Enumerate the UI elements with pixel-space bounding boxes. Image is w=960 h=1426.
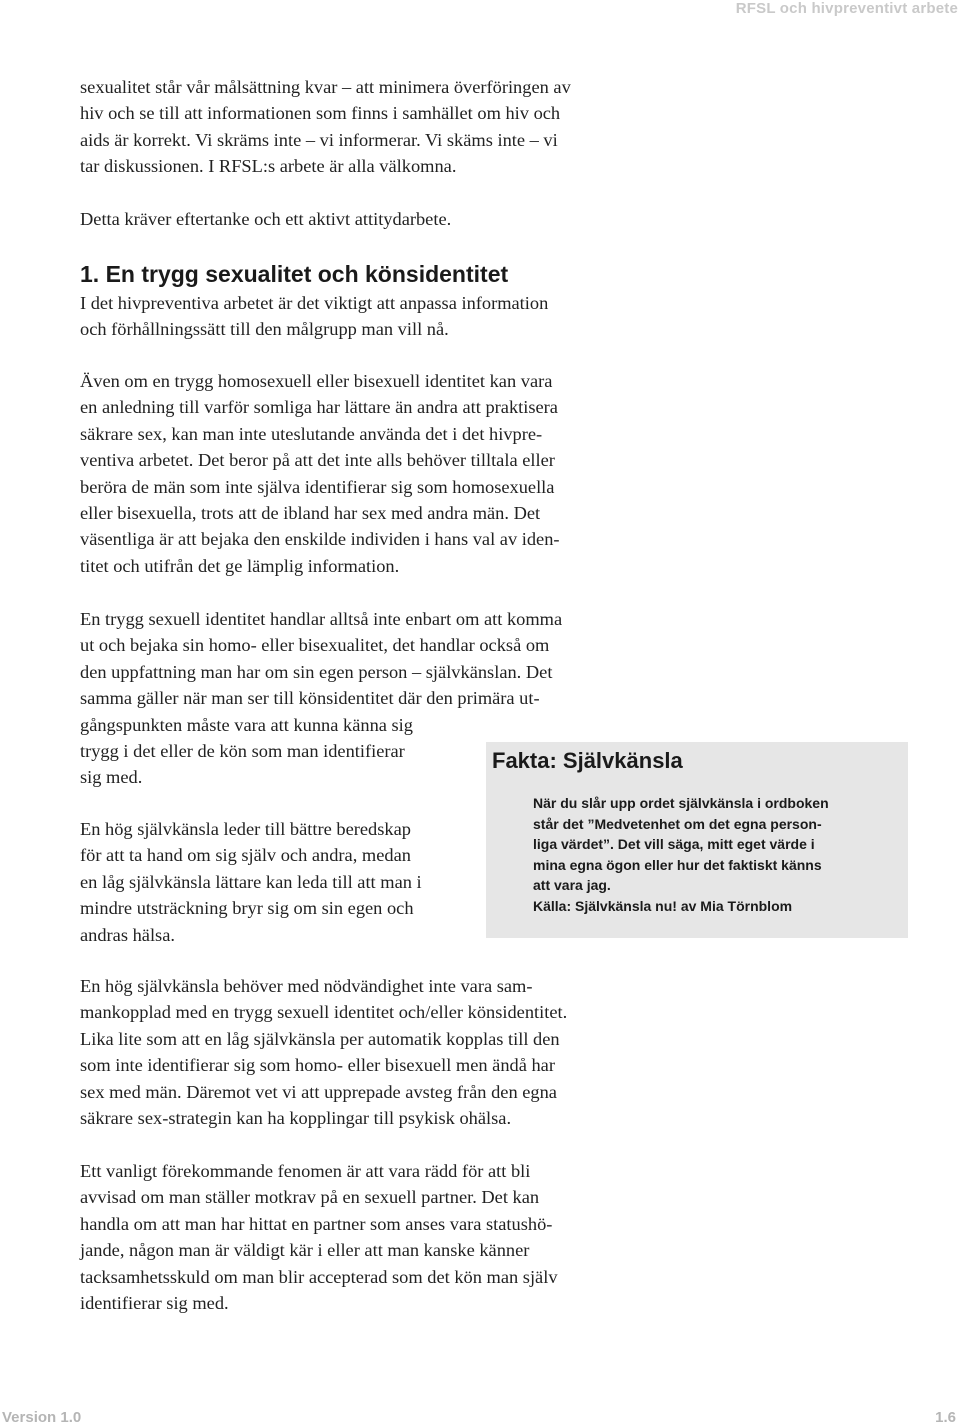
text-line: en låg självkänsla lättare kan leda till att man i [80,871,422,892]
fact-box [486,742,908,938]
text-line: beröra de män som inte själva identifierar sig som homosexuella [80,476,555,497]
fact-box-text [533,793,829,917]
body-paragraph-rejection [80,1158,558,1316]
section-heading: 1. En trygg sexualitet och könsidentitet [80,261,509,287]
text-line: säkrare sex-strategin kan ha kopplingar till psykisk ohälsa. [80,1108,512,1129]
text-line: tacksamhetsskuld om man blir accepterad som det kön man själv [80,1266,558,1287]
fact-box-title: Fakta: Självkänsla [492,748,683,773]
text-line: den uppfattning man har om sin egen person – självkänslan. Det [80,661,553,682]
text-line: väsentliga är att bejaka den enskilde individen i hans val av iden- [80,529,560,550]
text-line: mindre utsträckning bryr sig om sin egen och [80,898,414,919]
text-line: Lika lite som att en låg självkänsla per automatik kopplas till den [80,1028,560,1049]
body-paragraph-high-self-esteem [80,816,422,948]
text-line: eller bisexuella, trots att de ibland har sex med andra män. Det [80,503,541,524]
text-line: ventiva arbetet. Det beror på att det inte alls behöver tilltala eller [80,450,555,471]
text-line: En hög självkänsla leder till bättre beredskap [80,819,411,839]
text-line: Ett vanligt förekommande fenomen är att vara rädd för att bli [80,1161,531,1181]
text-line: jande, någon man är väldigt kär i eller att man kanske känner [80,1240,530,1261]
text-line: säkrare sex, kan man inte uteslutande använda det i det hivpre- [80,423,543,444]
text-line: Detta kräver eftertanke och ett aktivt attitydarbete. [80,209,452,229]
text-line: samma gäller när man ser till könsidentitet där den primära ut- [80,688,540,709]
version-label: Version 1.0 [2,1409,82,1426]
text-line: hiv och se till att informationen som finns i samhället om hiv och [80,103,561,124]
text-line: liga värdet”. Det vill säga, mitt eget värde i [533,836,815,853]
intro-closing-paragraph [80,206,451,232]
text-line: sexualitet står vår målsättning kvar – att minimera överföringen av [80,77,571,97]
text-line: sig med. [80,767,143,788]
text-line: för att ta hand om sig själv och andra, medan [80,845,411,866]
body-paragraph-connection [80,973,567,1131]
text-line: och förhållningssätt till den målgrupp man vill nå. [80,319,449,340]
text-line: aids är korrekt. Vi skräms inte – vi informerar. Vi skäms inte – vi [80,129,558,150]
text-line: står det ”Medvetenhet om det egna person- [533,815,822,832]
text-line: Även om en trygg homosexuell eller bisexuell identitet kan vara [80,371,553,391]
body-paragraph-identity [80,368,560,579]
text-line: som inte identifierar sig som homo- eller bisexuell men ändå har [80,1055,555,1076]
text-line: En trygg sexuell identitet handlar alltså inte enbart om att komma [80,609,563,629]
text-line: gångspunkten måste vara att kunna känna sig [80,714,413,735]
running-header: RFSL och hivpreventivt arbete [735,0,958,17]
text-line: en anledning till varför somliga har lättare än andra att praktisera [80,397,558,418]
page-number: 1.6 [935,1409,956,1426]
text-line: andras hälsa. [80,924,175,945]
section-intro-paragraph [80,290,548,343]
text-line: avvisad om man ställer motkrav på en sexuell partner. Det kan [80,1187,540,1208]
text-line: identifierar sig med. [80,1293,229,1314]
intro-paragraph [80,74,571,180]
text-line: En hög självkänsla behöver med nödvändighet inte vara sam- [80,976,533,996]
text-line: sex med män. Däremot vet vi att upprepade avsteg från den egna [80,1081,557,1102]
text-line: I det hivpreventiva arbetet är det viktigt att anpassa information [80,293,549,313]
text-line: ut och bejaka sin homo- eller bisexualitet, det handlar också om [80,635,550,656]
text-line: handla om att man har hittat en partner som anses vara statushö- [80,1213,553,1234]
text-line: mina egna ögon eller hur det faktiskt känns [533,856,822,873]
text-line: att vara jag. [533,877,611,894]
text-line: titet och utifrån det ge lämplig information. [80,555,400,576]
text-line: mankopplad med en trygg sexuell identitet och/eller könsidentitet. [80,1002,568,1023]
text-line: När du slår upp ordet självkänsla i ordboken [533,795,829,811]
text-line: tar diskussionen. I RFSL:s arbete är alla välkomna. [80,156,457,177]
fact-box-source: Källa: Självkänsla nu! av Mia Törnblom [533,897,793,914]
text-line: trygg i det eller de kön som man identifierar [80,741,405,762]
